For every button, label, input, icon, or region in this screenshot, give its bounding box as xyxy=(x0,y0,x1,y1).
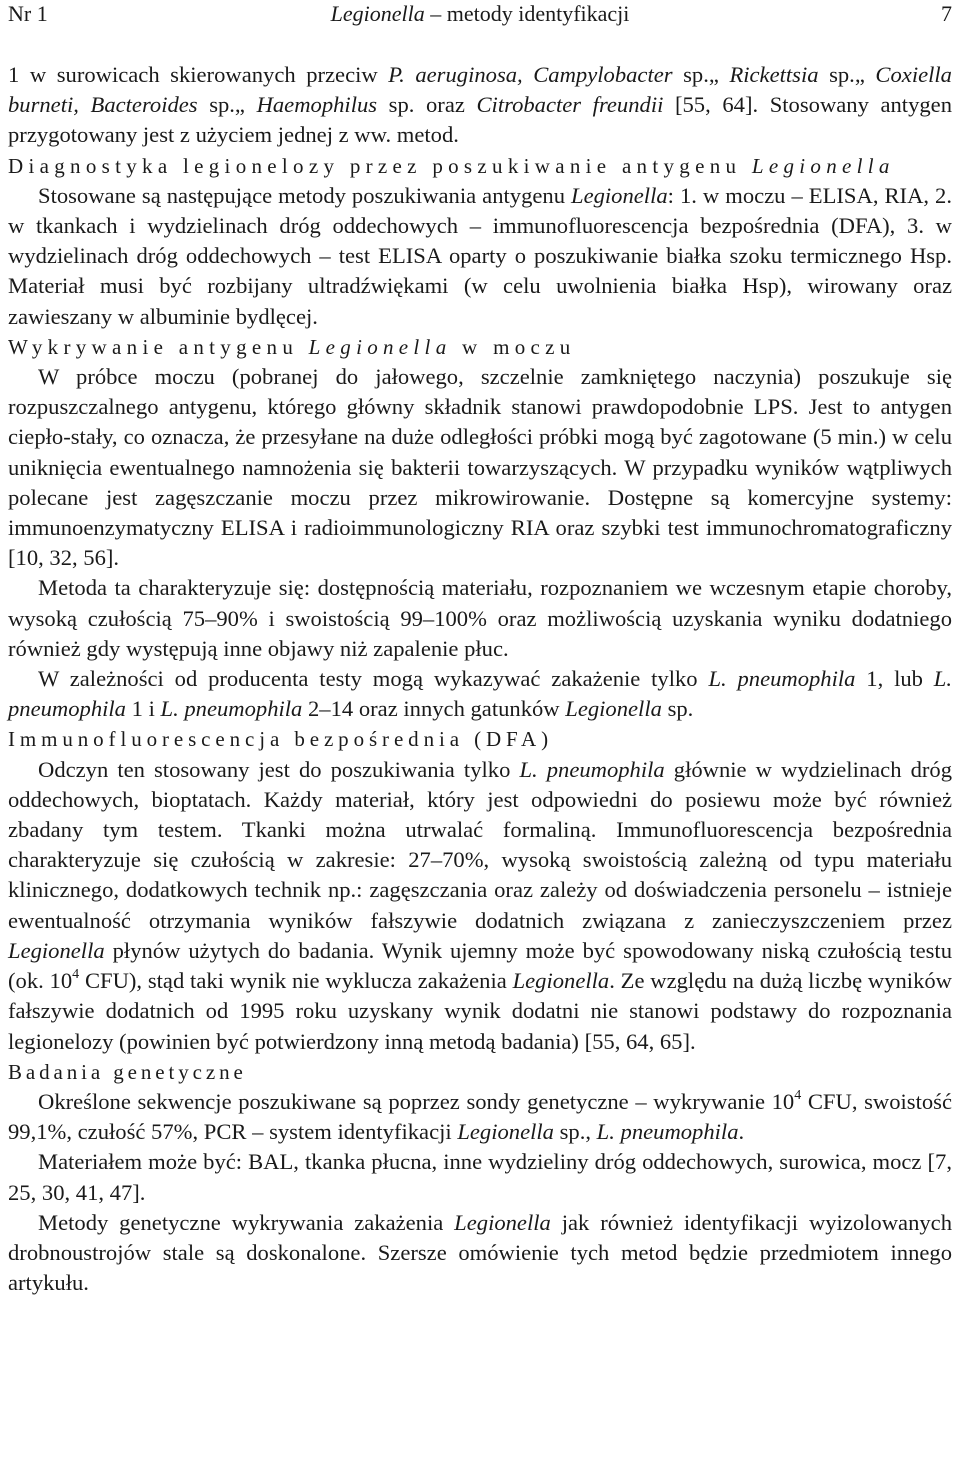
text-run: CFU, swoistość 99,1%, czułość 57%, PCR – system identyfikacji xyxy=(8,1088,952,1145)
text-run: 1 i xyxy=(125,696,161,722)
text-run: [55, 64]. Stosowany antygen przygotowany jest z użyciem jednej z ww. metod. xyxy=(8,92,953,148)
text-run: Badania genetyczne xyxy=(8,1059,247,1084)
text-run: jak również identyfikacji wyizolowanych drobnoustrojów stale są doskonalone. Szersze omówienie tych metod będzie przedmiotem innego artykułu. xyxy=(8,1209,952,1296)
paragraph-producer-tests xyxy=(8,664,952,724)
text-run: głównie w wydzielinach dróg oddechowych, bioptatach. Każdy materiał, który jest odpowiedni do posiewu może być również zbadany tym testem. Tkanki można utrwalać formaliną. Immunofluorescencja bezpośrednia charakteryzuje się czułością w zakresie: 27–70%, wysoką swoistością zależną od typu materiału klinicznego, dodatkowych technik np.: zagęszczania oraz zależy od doświadczenia personelu – istnieje ewentualność otrzymania wyników fałszywie dodatnich związana z zanieczyszczeniem przez xyxy=(8,756,952,933)
italic-run: L. pneumophila xyxy=(8,666,952,722)
text-run: w moczu xyxy=(451,334,576,359)
paragraph-genetic-probes xyxy=(8,1087,952,1147)
paragraph-intro xyxy=(8,60,952,151)
running-title-italic: Legionella xyxy=(330,1,425,26)
text-run: sp.„ xyxy=(818,62,876,87)
italic-run: Legionella xyxy=(751,153,895,178)
section-heading-antigen-diagnostics xyxy=(8,151,952,181)
italic-run: Legionella xyxy=(512,968,610,994)
section-heading-dfa xyxy=(8,724,952,754)
italic-run: L. pneumophila xyxy=(596,1119,739,1145)
paragraph-dfa xyxy=(8,755,952,1057)
running-title xyxy=(8,0,952,28)
italic-run: L. pneumophila xyxy=(519,756,665,782)
italic-run: Legionella xyxy=(457,1119,554,1145)
section-heading-urine-antigen xyxy=(8,332,952,362)
italic-run: Haemophilus xyxy=(256,92,378,118)
superscript-run: 4 xyxy=(72,967,80,983)
text-run: Metoda ta charakteryzuje się: dostępnością materiału, rozpoznaniem we wczesnym etapie choroby, wysoką czułością 75–90% i swoistością 99–100% oraz możliwością uzyskania wyniku dodatniego również gdy występują inne objawy niż zapalenie płuc. xyxy=(8,575,952,661)
text-run: CFU), stąd taki wynik nie wyklucza zakażenia xyxy=(79,968,513,994)
paragraph-method-characteristics xyxy=(8,573,952,664)
text-run: 1 w surowicach skierowanych przeciw xyxy=(8,62,389,87)
text-run: : 1. w moczu – ELISA, RIA, 2. w tkankach i wydzielinach dróg oddechowych – immunofluorescencja bezpośrednia (DFA), 3. w wydzielinach dróg oddechowych – test ELISA oparty o poszukiwanie białka szoku termicznego Hsp. Materiał musi być rozbijany ultradźwiękami (w celu uwolnienia białka Hsp), wirowany oraz zawieszany w albuminie bydlęcej. xyxy=(8,182,952,329)
section-heading-genetic xyxy=(8,1057,952,1087)
italic-run: L. pneumophila xyxy=(708,666,856,692)
text-run: sp., xyxy=(553,1119,597,1145)
italic-run: Legionella xyxy=(308,334,452,359)
text-run: sp. oraz xyxy=(377,92,477,118)
paragraph-genetic-material xyxy=(8,1147,952,1207)
text-run: W zależności od producenta testy mogą wykazywać zakażenie tylko xyxy=(38,666,709,692)
text-run: Immunofluorescencja bezpośrednia (DFA) xyxy=(8,727,554,752)
text-run: W próbce moczu (pobranej do jałowego, szczelnie zamkniętego naczynia) poszukuje się rozpuszczalnego antygenu, którego główny składnik stanowi prawdopodobnie LPS. Jest to antygen ciepło-stały, co oznacza, że przesyłane na duże odległości próbki mogą być zagotowane (5 min.) w celu uniknięcia ewentualnego namnożenia się bakterii towarzyszących. W przypadku wyników wątpliwych polecane jest zagęszczanie moczu przez mikrowirowanie. Dostępne są komercyjne systemy: immunoenzymatyczny ELISA i radioimmunologiczny RIA oraz szybki test immunochromatograficzny [10, 32, 56]. xyxy=(8,364,952,571)
journal-issue-label: Nr 1 xyxy=(8,1,48,26)
italic-run: Legionella xyxy=(565,696,662,722)
text-run: . Ze względu na dużą liczbę wyników fałszywie dodatnich od 1995 roku uzyskany wynik dodatni nie stanowi podstawy do rozpoznania legionelozy (powinien być potwierdzony inną metodą badania) [55, 64, 65]. xyxy=(8,968,952,1054)
paragraph-genetic-methods xyxy=(8,1208,952,1299)
text-run: 1, lub xyxy=(855,666,934,692)
text-run: . xyxy=(738,1119,745,1145)
page-number: 7 xyxy=(941,1,952,26)
text-run: sp. xyxy=(661,696,694,722)
article-body xyxy=(8,60,952,1298)
text-run: Stosowane są następujące metody poszukiwania antygenu xyxy=(38,182,572,208)
text-run: Diagnostyka legionelozy przez poszukiwanie antygenu xyxy=(8,153,752,178)
superscript-run: 4 xyxy=(794,1087,802,1103)
running-title-rest: – metody identyfikacji xyxy=(424,1,630,26)
italic-run: L. pneumophila xyxy=(160,696,303,722)
text-run: Odczyn ten stosowany jest do poszukiwania tylko xyxy=(38,756,520,782)
text-run: sp.„ xyxy=(672,62,730,87)
italic-run: P. aeruginosa, Campylobacter xyxy=(388,62,673,87)
text-run: 2–14 oraz innych gatunków xyxy=(302,696,566,722)
italic-run: Coxiella burneti, Bacteroides xyxy=(8,62,952,118)
running-head xyxy=(8,0,952,28)
italic-run: Legionella xyxy=(571,182,668,208)
text-run: Metody genetyczne wykrywania zakażenia xyxy=(38,1209,455,1235)
paragraph-urine-sample xyxy=(8,362,952,573)
italic-run: Legionella xyxy=(8,937,105,963)
text-run: sp.„ xyxy=(197,92,257,118)
text-run: Materiałem może być: BAL, tkanka płucna, inne wydzieliny dróg oddechowych, surowica, mocz [7, 25, 30, 41, 47]. xyxy=(8,1149,952,1205)
italic-run: Rickettsia xyxy=(729,62,819,87)
italic-run: Legionella xyxy=(454,1209,551,1235)
paragraph-antigen-methods xyxy=(8,181,952,332)
text-run: Wykrywanie antygenu xyxy=(8,334,309,359)
text-run: płynów użytych do badania. Wynik ujemny może być spowodowany niską czułością testu (ok. 10 xyxy=(8,937,952,994)
italic-run: Citrobacter freundii xyxy=(476,92,664,118)
text-run: Określone sekwencje poszukiwane są poprzez sondy genetyczne – wykrywanie 10 xyxy=(38,1088,795,1114)
